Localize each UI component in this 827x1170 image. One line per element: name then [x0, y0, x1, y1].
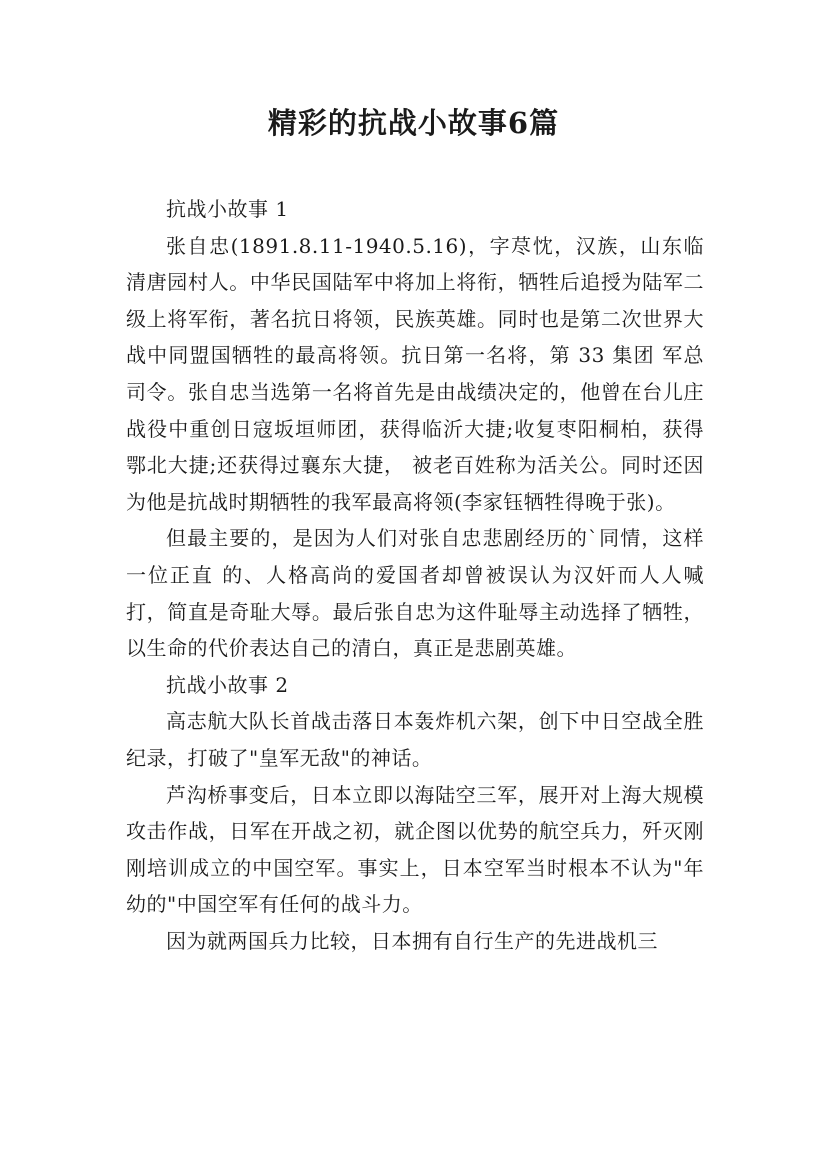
paragraph-1-1: 张自忠(1891.8.11-1940.5.16)，字荩忱，汉族，山东临清唐园村人。中华民国陆军中将加上将衔，牺牲后追授为陆军二级上将军衔，著名抗日将领，民族英雄。同时也是第二次世界大战中同盟国牺牲的最高将领。抗日第一名将，第 33 集团 军总司令。张自忠当选第一名将首先是由战绩决定的，他曾在台儿庄战役中重创日寇坂垣师团，获得临沂大捷;收复枣阳桐柏，获得鄂北大捷;还获得过襄东大捷， 被老百姓称为活关公。同时还因为他是抗战时期牺牲的我军最高将领(李家钰牺牲得晚于张)。 — [126, 233, 704, 514]
section-heading-2: 抗战小故事 2 — [166, 672, 289, 697]
paragraph-2-3: 因为就两国兵力比较，日本拥有自行生产的先进战机三 — [166, 928, 658, 953]
paragraph-2-1: 高志航大队长首战击落日本轰炸机六架，创下中日空战全胜纪录，打破了"皇军无敌"的神话。 — [126, 709, 704, 770]
document-title: 精彩的抗战小故事6篇 — [267, 106, 560, 140]
paragraph-2-2: 芦沟桥事变后，日本立即以海陆空三军，展开对上海大规模攻击作战，日军在开战之初，就企图以优势的航空兵力，歼灭刚刚培训成立的中国空军。事实上，日本空军当时根本不认为"年幼的"中国空军有任何的战斗力。 — [126, 782, 704, 917]
paragraph-1-2: 但最主要的，是因为人们对张自忠悲剧经历的`同情，这样一位正直 的、人格高尚的爱国者却曾被误认为汉奸而人人喊打，简直是奇耻大辱。最后张自忠为这件耻辱主动选择了牺牲，以生命的代价表达自己的清白，真正是悲剧英雄。 — [126, 526, 704, 661]
document-body — [126, 191, 704, 959]
section-heading-1: 抗战小故事 1 — [166, 197, 289, 221]
